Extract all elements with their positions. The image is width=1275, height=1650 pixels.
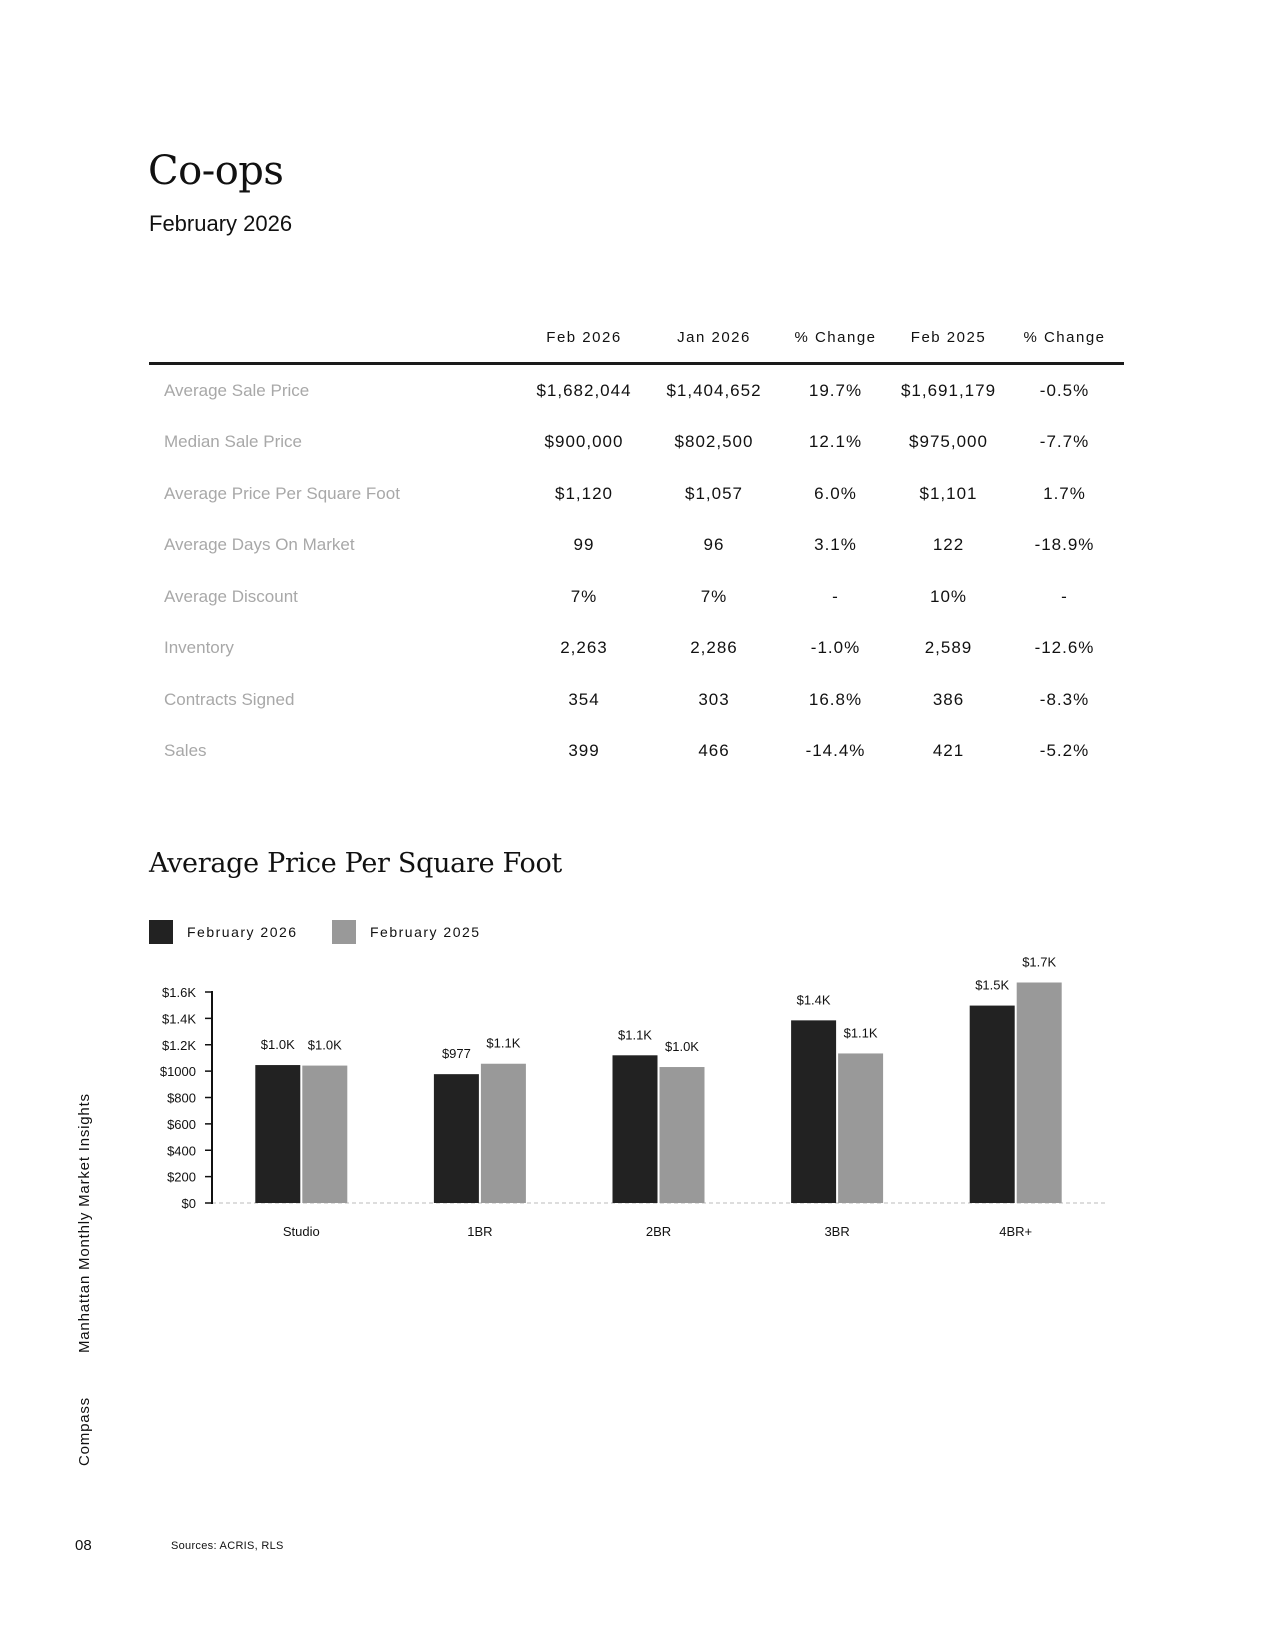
page-number: 08 (75, 1537, 92, 1554)
table-cell: 303 (698, 689, 730, 709)
data-label: $977 (441, 1046, 471, 1062)
bar (660, 1067, 705, 1203)
table-cell: -1.0% (810, 638, 861, 658)
table-cell: $975,000 (909, 432, 988, 452)
table-cell: 386 (932, 689, 965, 709)
chart-title: Average Price Per Square Foot (149, 848, 562, 879)
table-cell: $1,057 (685, 483, 743, 503)
table-cell: 2,589 (924, 638, 973, 658)
y-tick-label: $600 (167, 1116, 196, 1132)
page-subtitle: February 2026 (149, 211, 293, 236)
table-cell: - (832, 586, 839, 606)
bar (970, 1006, 1015, 1203)
y-tick-label: $800 (167, 1090, 196, 1106)
data-label: $1.5K (975, 977, 1010, 993)
table-cell: 421 (932, 741, 965, 761)
bar (838, 1053, 883, 1203)
row-label: Contracts Signed (164, 689, 295, 709)
legend-label: February 2025 (370, 924, 481, 940)
row-label: Average Discount (164, 586, 298, 606)
table-cell: -18.9% (1034, 535, 1095, 555)
data-label: $1.7K (1022, 954, 1057, 970)
publication-name: Manhattan Monthly Market Insights (76, 1093, 93, 1353)
y-tick-label: $1000 (159, 1064, 196, 1080)
bar (481, 1064, 526, 1203)
table-cell: 7% (700, 586, 728, 606)
column-header: Feb 2025 (910, 329, 987, 346)
row-label: Average Days On Market (164, 535, 355, 555)
y-tick-label: $1.4K (162, 1011, 196, 1027)
y-tick-label: $200 (167, 1169, 196, 1185)
table-cell: $1,682,044 (536, 380, 632, 400)
x-tick-label: 2BR (645, 1224, 672, 1239)
sources-note: Sources: ACRIS, RLS (171, 1540, 284, 1552)
table-cell: $900,000 (544, 432, 624, 452)
x-tick-label: 4BR+ (999, 1224, 1033, 1239)
table-cell: 19.7% (808, 380, 863, 400)
column-header: % Change (1023, 329, 1106, 346)
table-cell: $1,691,179 (900, 380, 997, 400)
table-cell: -8.3% (1039, 689, 1090, 709)
table-cell: -5.2% (1039, 741, 1090, 761)
data-label: $1.0K (665, 1039, 699, 1055)
table-cell: 12.1% (808, 432, 863, 452)
bar (255, 1065, 300, 1203)
table-cell: $802,500 (674, 432, 754, 452)
table-cell: 122 (932, 535, 965, 555)
row-label: Sales (164, 741, 207, 761)
table-cell: 1.7% (1043, 483, 1086, 503)
table-cell: -14.4% (805, 741, 866, 761)
bar (613, 1055, 658, 1203)
table-cell: $1,101 (919, 483, 978, 503)
row-label: Average Sale Price (164, 380, 310, 400)
table-cell: 2,263 (560, 638, 608, 658)
bar (791, 1020, 836, 1203)
table-cell: - (1061, 586, 1068, 606)
table-cell: -7.7% (1039, 432, 1090, 452)
y-tick-label: $400 (167, 1143, 196, 1159)
bar (302, 1066, 347, 1203)
table-cell: 466 (698, 741, 730, 761)
data-label: $1.1K (843, 1025, 878, 1041)
row-label: Median Sale Price (164, 432, 302, 452)
y-tick-label: $1.2K (162, 1037, 196, 1053)
y-tick-label: $1.6K (162, 985, 196, 1000)
x-tick-label: Studio (282, 1224, 320, 1239)
table-cell: 3.1% (814, 535, 857, 555)
table-cell: $1,404,652 (666, 380, 762, 400)
data-label: $1.1K (486, 1035, 521, 1051)
column-header: Jan 2026 (677, 329, 751, 346)
column-header: % Change (794, 329, 877, 346)
row-label: Inventory (164, 638, 234, 658)
bar (434, 1074, 479, 1203)
row-label: Average Price Per Square Foot (164, 483, 400, 503)
column-header: Feb 2026 (546, 329, 622, 346)
x-tick-label: 1BR (467, 1224, 493, 1239)
table-cell: 10% (929, 586, 968, 606)
bar (1017, 983, 1062, 1203)
data-label: $1.0K (260, 1037, 295, 1053)
data-label: $1.4K (796, 992, 831, 1008)
table-cell: 6.0% (814, 483, 857, 503)
y-tick-label: $0 (181, 1196, 196, 1211)
table-cell: -12.6% (1034, 638, 1095, 658)
legend-label: February 2026 (187, 924, 298, 940)
table-cell: 399 (568, 741, 600, 761)
brand-name: Compass (76, 1397, 93, 1466)
table-cell: 96 (703, 535, 725, 555)
x-tick-label: 3BR (824, 1224, 850, 1239)
data-label: $1.1K (618, 1027, 652, 1043)
page-title: Co-ops (148, 148, 284, 194)
data-label: $1.0K (307, 1037, 342, 1053)
table-cell: -0.5% (1039, 380, 1090, 400)
table-cell: 2,286 (690, 638, 738, 658)
table-cell: 354 (568, 689, 600, 709)
table-cell: 16.8% (808, 689, 863, 709)
table-cell: 99 (573, 535, 595, 555)
table-cell: 7% (570, 586, 598, 606)
table-cell: $1,120 (555, 483, 613, 503)
